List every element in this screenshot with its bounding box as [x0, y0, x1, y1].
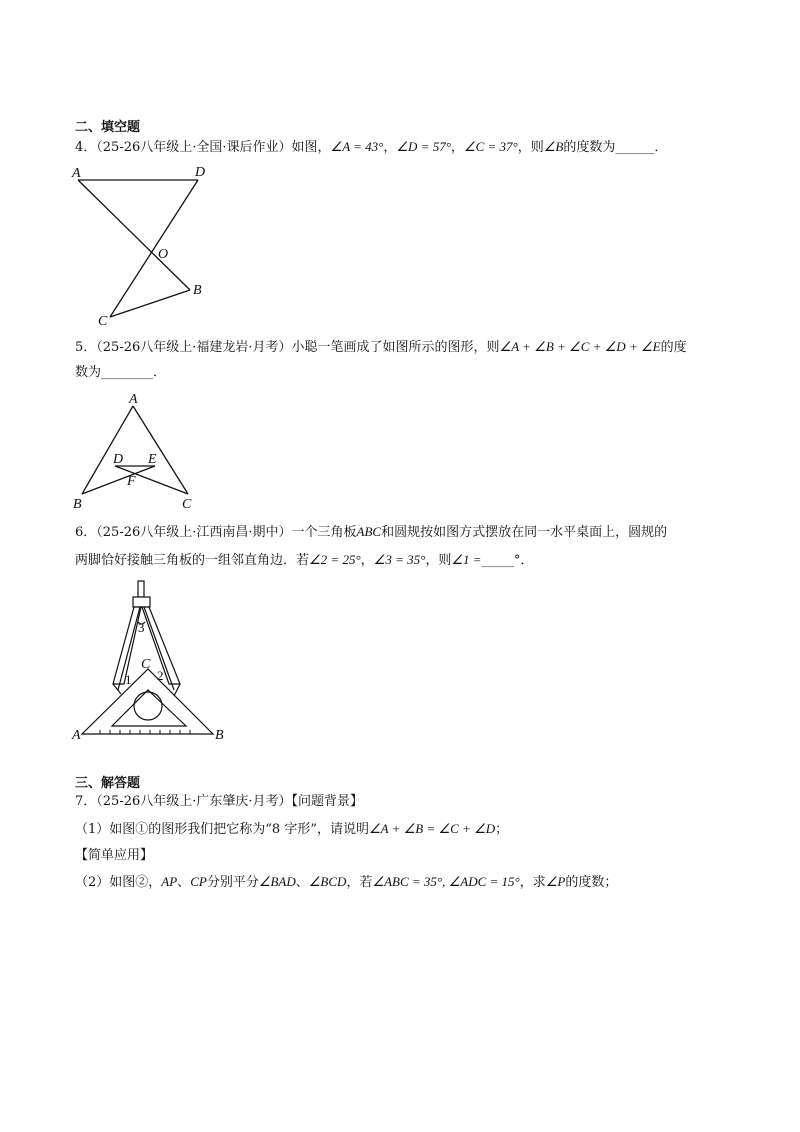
q4-number: 4．: [75, 140, 97, 155]
question-7-part-2: [75, 873, 617, 892]
question-7-app-heading: 【简单应用】: [75, 848, 154, 863]
q7-cond: ∠ABC = 35°, ∠ADC = 15°: [372, 874, 520, 889]
q4-target: ∠B: [543, 139, 564, 154]
q5-expr: ∠A + ∠B + ∠C + ∠D + ∠E: [499, 339, 661, 354]
q7-p1-text: （1）如图①的图形我们把它称为“8 字形”，请说明: [75, 822, 369, 837]
q6-label-b: B: [215, 728, 224, 743]
q4-text-b: ，则: [517, 140, 544, 155]
q4-label-o: O: [158, 247, 169, 262]
q7-p2-c: ，若: [346, 875, 373, 890]
q5-label-b: B: [73, 497, 82, 512]
q6-number: 6．: [75, 525, 97, 540]
q6-angle3: ∠3 = 35°: [373, 552, 426, 567]
q7-p2-b: 分别平分: [206, 875, 259, 890]
q4-label-d: D: [195, 165, 206, 180]
q6-label-c: C: [141, 657, 151, 672]
q4-text-a: 如图，: [291, 140, 331, 155]
question-7-header: [75, 793, 363, 811]
q4-sep1: ，: [383, 140, 397, 155]
q7-bcd: ∠BCD: [308, 874, 347, 889]
q7-bad: ∠BAD: [258, 874, 296, 889]
q6-label-1: 1: [125, 672, 132, 687]
q5-label-a: A: [129, 392, 138, 407]
q6-blank[interactable]: _____: [481, 553, 515, 568]
q7-source: （25-26八年级上·广东肇庆·月考）: [96, 794, 292, 809]
q4-label-b: B: [193, 283, 202, 298]
q7-p2-d: ，求: [519, 875, 546, 890]
q6-angle1: ∠1 =: [451, 552, 482, 567]
q5-label-e: E: [148, 452, 157, 467]
q6-label-2: 2: [157, 668, 164, 683]
q5-number: 5．: [75, 340, 97, 355]
q6-line2-a: 两脚恰好接触三角板的一组邻直角边．若: [75, 553, 310, 568]
q4-sep2: ，: [450, 140, 464, 155]
q5-line2-a: 数为: [75, 365, 102, 380]
q5-text-a: 小聪一笔画成了如图所示的图形，则: [291, 340, 500, 355]
section-title-fill-blank: 二、填空题: [75, 120, 141, 135]
q5-text-b: 的度: [660, 340, 687, 355]
q7-p1-expr: ∠A + ∠B = ∠C + ∠D: [368, 821, 496, 836]
q4-label-c: C: [98, 314, 108, 329]
q7-dun2: 、: [295, 875, 309, 890]
question-7-part-1: [75, 820, 508, 839]
q7-ap: AP: [161, 874, 178, 889]
q6-text-c: ，则: [425, 553, 452, 568]
q4-angle-a: ∠A = 43°: [330, 139, 384, 154]
q6-label-3: 3: [138, 620, 145, 635]
q6-compass-handle: [138, 581, 144, 597]
q6-text-b: 和圆规按如图方式摆放在同一水平桌面上，圆规的: [381, 525, 668, 540]
q4-text-c: 的度数为: [563, 140, 616, 155]
q4-source: （25-26八年级上·全国·课后作业）: [96, 140, 292, 155]
q5-label-d: D: [113, 452, 124, 467]
q5-end: ．: [153, 365, 167, 380]
q6-angle2: ∠2 = 25°: [309, 552, 361, 567]
q6-sep: ，: [360, 553, 374, 568]
q4-label-a: A: [72, 166, 81, 181]
q7-p: ∠P: [545, 874, 566, 889]
q6-leg-right-tip: [174, 684, 180, 696]
q4-blank[interactable]: ______: [615, 140, 655, 155]
q5-blank[interactable]: ________: [101, 365, 154, 380]
q5-label-f: F: [127, 474, 136, 489]
q7-bg: 【问题背景】: [291, 794, 364, 809]
q6-end: °．: [514, 553, 534, 568]
q7-p1-end: ；: [495, 822, 509, 837]
q7-dun1: 、: [177, 875, 191, 890]
q6-text-a: 一个三角板: [291, 525, 357, 540]
q5-source: （25-26八年级上·福建龙岩·月考）: [96, 340, 292, 355]
q6-source: （25-26八年级上·江西南昌·期中）: [96, 525, 292, 540]
q6-compass-head: [133, 597, 150, 607]
q4-end: ．: [654, 140, 668, 155]
q7-p2-e: 的度数；: [565, 875, 618, 890]
q7-cp: CP: [190, 874, 207, 889]
q7-number: 7．: [75, 794, 97, 809]
q6-label-a: A: [72, 728, 81, 743]
q4-angle-d: ∠D = 57°: [396, 139, 451, 154]
q6-triangle-outer: [82, 669, 213, 734]
q5-label-c: C: [182, 497, 192, 512]
q4-angle-c: ∠C = 37°: [463, 139, 518, 154]
section-title-solve: 三、解答题: [75, 776, 141, 791]
q7-p2-a: （2）如图②，: [75, 875, 162, 890]
q6-tri: ABC: [356, 524, 382, 539]
